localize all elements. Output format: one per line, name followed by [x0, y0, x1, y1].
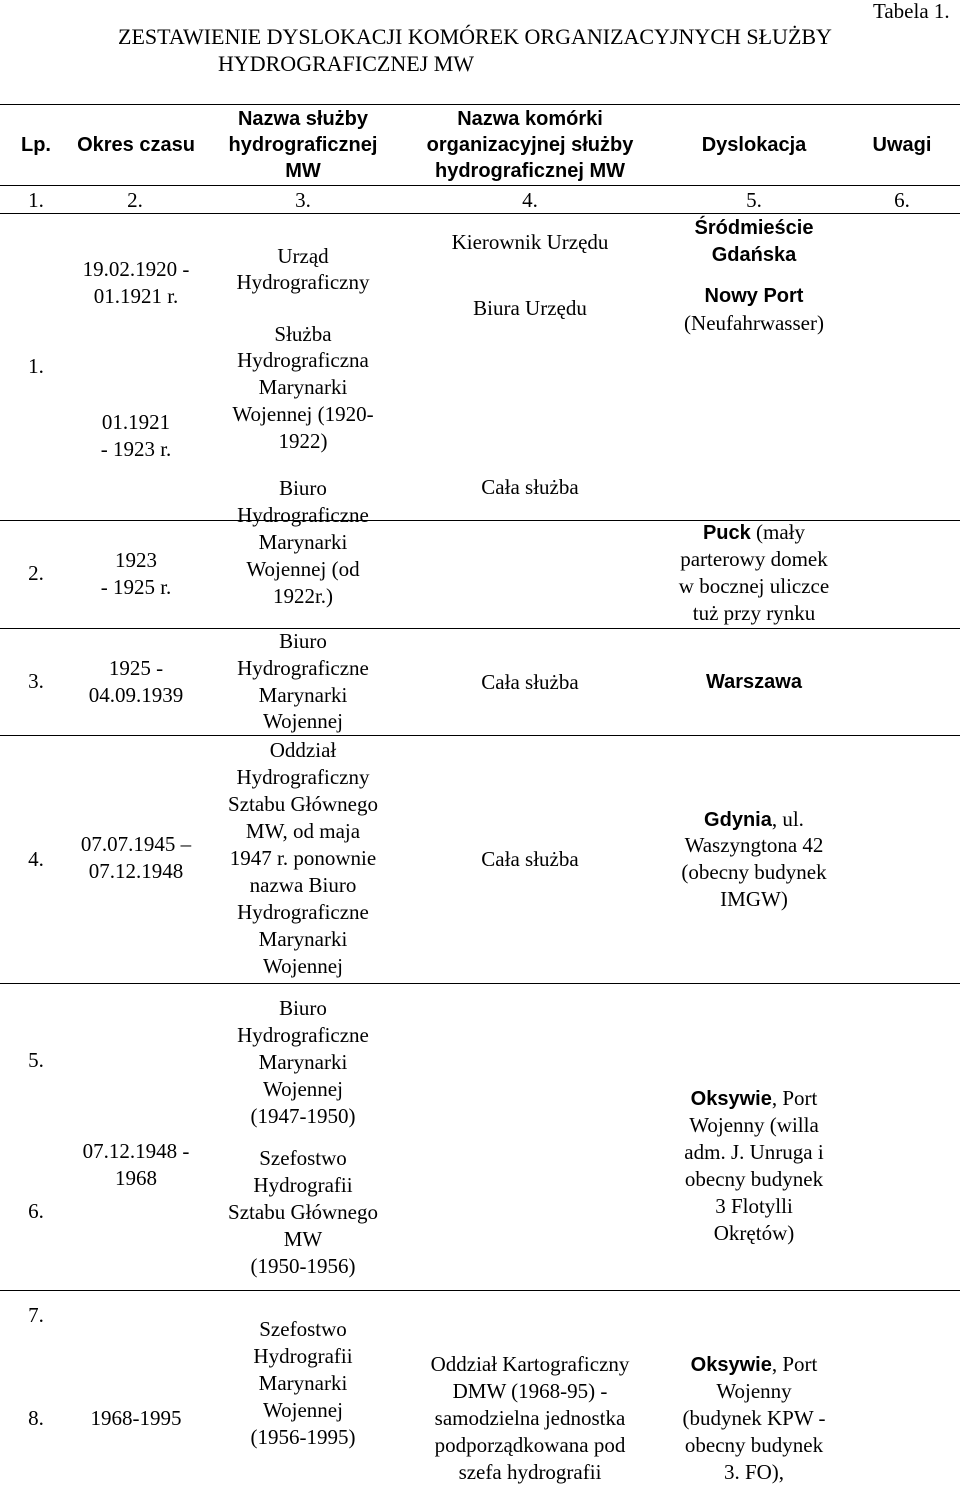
header-okres: Okres czasu	[77, 134, 195, 156]
table-caption: Tabela 1.	[873, 0, 950, 23]
row1-okres-a-1: 19.02.1920 -	[82, 257, 190, 281]
row1-sluzba-b-2: Hydrograficzna	[237, 348, 369, 372]
row4-dysl-line-2: Waszyngtona 42	[684, 833, 824, 857]
row4-lp: 4.	[28, 847, 44, 871]
row4-sluzba-8: Marynarki	[258, 927, 348, 951]
header-dyslokacja: Dyslokacja	[701, 134, 807, 156]
row5-sluzba-4: Wojennej	[263, 1077, 343, 1101]
row5-sluzba-1: Biuro	[279, 996, 327, 1020]
row78-sluzba-2: Hydrografii	[253, 1344, 353, 1368]
row56-dysl-line-2: Wojenny (willa	[689, 1113, 819, 1137]
row2-dysl-0: (mały	[750, 520, 806, 544]
row1-sluzba-b-4: Wojennej (1920-	[232, 402, 374, 426]
row78-komorka-4: podporządkowana pod	[434, 1433, 626, 1457]
row4-sluzba-3: Sztabu Głównego	[228, 792, 378, 816]
row4-sluzba-6: nazwa Biuro	[249, 873, 357, 897]
row2-sluzba-3: Marynarki	[258, 530, 348, 554]
row4-okres-1: 07.07.1945 –	[80, 832, 192, 856]
row4-komorka: Cała służba	[481, 847, 579, 871]
row78-komorka-3: samodzielna jednostka	[434, 1406, 626, 1430]
row2-dysl-line-4: tuż przy rynku	[692, 601, 816, 625]
row8-lp: 8.	[28, 1406, 44, 1430]
row2-dysl-line-2: parterowy domek	[680, 547, 828, 571]
row7-lp: 7.	[28, 1303, 44, 1327]
header-lp: Lp.	[21, 134, 51, 156]
row-sep-4	[0, 983, 960, 984]
row78-sluzba-3: Marynarki	[258, 1371, 348, 1395]
row2-lp: 2.	[28, 561, 44, 585]
row1-dysl-b-1: Nowy Port	[704, 285, 804, 307]
row6-sluzba-2: Hydrografii	[253, 1173, 353, 1197]
row4-dysl-line-4: IMGW)	[720, 887, 788, 911]
row56-dysl-line-1	[662, 1085, 846, 1113]
row3-sluzba-3: Marynarki	[258, 683, 348, 707]
row4-dysl-line-3: (obecny budynek	[681, 860, 827, 884]
row78-komorka-5: szefa hydrografii	[458, 1460, 602, 1484]
row4-dysl-line-1	[662, 806, 846, 834]
header-uwagi: Uwagi	[872, 134, 932, 156]
row3-okres-2: 04.09.1939	[88, 683, 184, 707]
row2-sluzba-2: Hydrograficzne	[237, 503, 369, 527]
row56-dysl-0: , Port	[771, 1086, 818, 1110]
row6-sluzba-3: Sztabu Głównego	[228, 1200, 378, 1224]
row6-sluzba-1: Szefostwo	[259, 1146, 347, 1170]
document-title-line-2: HYDROGRAFICZNEJ MW	[217, 51, 475, 76]
table-top-border	[0, 104, 960, 105]
row-sep-5	[0, 1290, 960, 1291]
row3-lp: 3.	[28, 669, 44, 693]
colnum-5: 5.	[746, 188, 762, 212]
row78-sluzba-1: Szefostwo	[259, 1317, 347, 1341]
row1-komorka-b: Biura Urzędu	[473, 296, 587, 320]
row4-sluzba-5: 1947 r. ponownie	[229, 846, 377, 870]
colnum-2: 2.	[127, 188, 143, 212]
row1-dysl-a-2: Gdańska	[711, 244, 797, 266]
row4-sluzba-2: Hydrograficzny	[236, 765, 370, 789]
row2-dysl-line-3: w bocznej uliczce	[678, 574, 830, 598]
row78-dysl-0: , Port	[771, 1352, 818, 1376]
row78-sluzba-5: (1956-1995)	[250, 1425, 356, 1449]
colnum-6: 6.	[894, 188, 910, 212]
row78-dysl-line-4: obecny budynek	[684, 1433, 824, 1457]
row6-sluzba-5: (1950-1956)	[250, 1254, 356, 1278]
row4-sluzba-7: Hydrograficzne	[237, 900, 369, 924]
row56-dysl-line-4: obecny budynek	[684, 1167, 824, 1191]
row2-komorka: Cała służba	[481, 475, 579, 499]
row78-sluzba-4: Wojennej	[263, 1398, 343, 1422]
row4-okres-2: 07.12.1948	[88, 859, 184, 883]
row4-sluzba-1: Oddział	[269, 738, 337, 762]
row1-sluzba-a-2: Hydrograficzny	[236, 270, 370, 294]
row3-dysl: Warszawa	[706, 671, 802, 693]
row2-sluzba-5: 1922r.)	[272, 584, 334, 608]
row78-dysl-place: Oksywie	[690, 1354, 772, 1376]
row3-sluzba-2: Hydrograficzne	[237, 656, 369, 680]
row56-dysl-line-5: 3 Flotylli	[715, 1194, 793, 1218]
row-sep-2	[0, 628, 960, 629]
row3-sluzba-1: Biuro	[279, 629, 327, 653]
row5-sluzba-3: Marynarki	[258, 1050, 348, 1074]
colnum-4: 4.	[522, 188, 538, 212]
row5-lp: 5.	[28, 1048, 44, 1072]
header-nazwa-komorki-2: organizacyjnej służby	[426, 134, 634, 156]
row1-dysl-b-2: (Neufahrwasser)	[684, 311, 824, 335]
colnum-1: 1.	[28, 188, 44, 212]
row1-sluzba-b-3: Marynarki	[258, 375, 348, 399]
document-title-line-1: ZESTAWIENIE DYSLOKACJI KOMÓREK ORGANIZACYJNYCH SŁUŻBY	[118, 24, 832, 49]
row1-dysl-a-1: Śródmieście	[694, 217, 814, 239]
row6-sluzba-4: MW	[283, 1227, 323, 1251]
row5-sluzba-2: Hydrograficzne	[237, 1023, 369, 1047]
row-sep-3	[0, 735, 960, 736]
row4-sluzba-9: Wojennej	[263, 954, 343, 978]
row1-lp: 1.	[28, 354, 44, 378]
header-nazwa-sluzby-3: MW	[285, 160, 321, 182]
row56-okres-2: 1968	[115, 1166, 157, 1190]
row3-sluzba-4: Wojennej	[263, 709, 343, 733]
row78-dysl-line-5: 3. FO),	[723, 1460, 785, 1484]
row1-sluzba-b-1: Służba	[274, 322, 332, 346]
row56-dysl-line-3: adm. J. Unruga i	[684, 1140, 824, 1164]
row1-okres-b-2: - 1923 r.	[100, 437, 172, 461]
row78-komorka-2: DMW (1968-95) -	[452, 1379, 608, 1403]
row1-okres-b-1: 01.1921	[101, 410, 171, 434]
row2-sluzba-1: Biuro	[279, 476, 327, 500]
header-nazwa-sluzby-1: Nazwa służby	[237, 108, 369, 130]
row1-komorka-a: Kierownik Urzędu	[451, 230, 609, 254]
row78-dysl-line-1	[662, 1351, 846, 1379]
row56-dysl-place: Oksywie	[690, 1088, 772, 1110]
row2-okres-2: - 1925 r.	[100, 575, 172, 599]
row2-dysl-place: Puck	[702, 522, 751, 544]
row1-sluzba-b-5: 1922)	[278, 429, 328, 453]
row4-dysl-0: , ul.	[771, 807, 804, 831]
row2-sluzba-4: Wojennej (od	[246, 557, 360, 581]
header-separator	[0, 185, 960, 186]
header-nazwa-komorki-1: Nazwa komórki	[457, 108, 603, 130]
row1-okres-a-2: 01.1921 r.	[93, 284, 179, 308]
row78-komorka-1: Oddział Kartograficzny	[430, 1352, 630, 1376]
row6-lp: 6.	[28, 1199, 44, 1223]
row5-sluzba-5: (1947-1950)	[250, 1104, 356, 1128]
row56-dysl-line-6: Okrętów)	[713, 1221, 795, 1245]
row78-okres: 1968-1995	[90, 1406, 182, 1430]
header-nazwa-sluzby-2: hydrograficznej	[228, 134, 378, 156]
row4-sluzba-4: MW, od maja	[245, 819, 361, 843]
row3-komorka: Cała służba	[481, 670, 579, 694]
colnum-3: 3.	[295, 188, 311, 212]
row78-dysl-line-2: Wojenny	[716, 1379, 792, 1403]
row2-okres-1: 1923	[115, 548, 157, 572]
row1-sluzba-a-1: Urząd	[277, 244, 329, 268]
row3-okres-1: 1925 -	[108, 656, 164, 680]
row56-okres-1: 07.12.1948 -	[82, 1139, 190, 1163]
row2-dysl-line-1	[662, 519, 846, 547]
row4-dysl-place: Gdynia	[704, 809, 772, 831]
header-nazwa-komorki-3: hydrograficznej MW	[434, 160, 625, 182]
row78-dysl-line-3: (budynek KPW -	[682, 1406, 826, 1430]
